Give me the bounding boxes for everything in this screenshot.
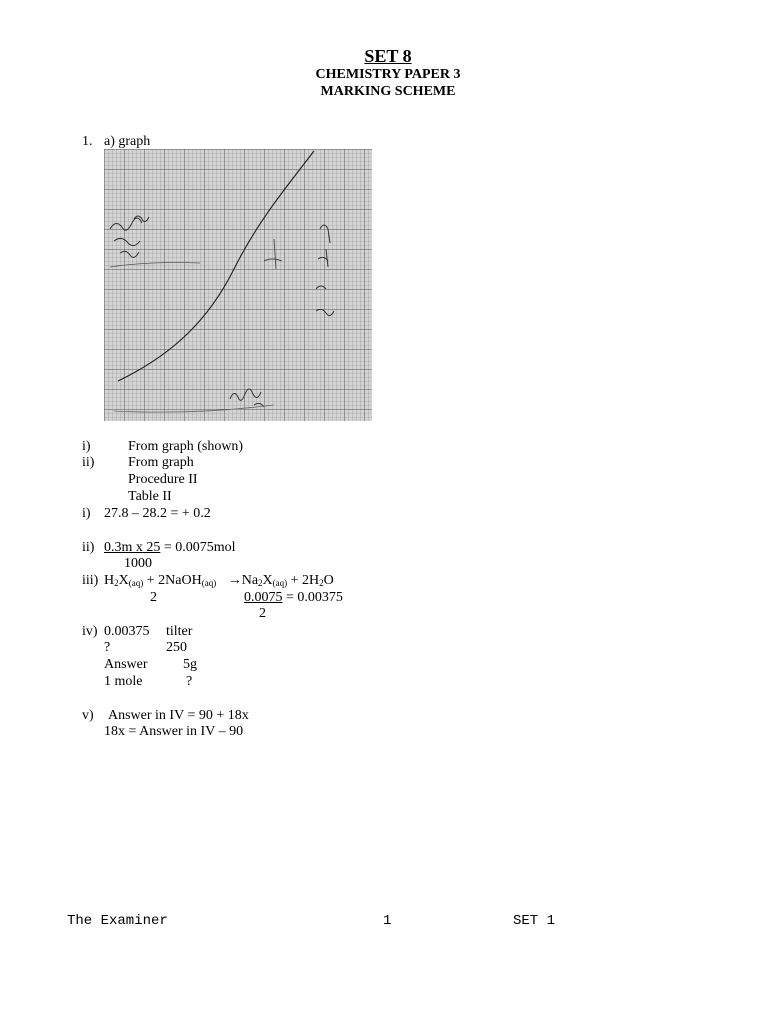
question-number: 1. (82, 134, 93, 149)
q1-i-number: i) (82, 439, 91, 454)
q2-iv-row-3-col-1: Answer (104, 657, 148, 672)
scheme-title: MARKING SCHEME (320, 84, 456, 99)
q2-iii-frac-denominator: 2 (259, 606, 266, 621)
q2-i-text: 27.8 – 28.2 = + 0.2 (104, 506, 211, 521)
q2-iv-row-4-col-2: ? (186, 674, 193, 689)
set-title: SET 8 (364, 46, 412, 66)
q2-ii-numerator: 0.3m x 25 (104, 540, 161, 555)
q1-i-text: From graph (shown) (128, 439, 244, 454)
q2-v-number: v) (82, 708, 94, 723)
q2-iv-row-1-col-1: 0.00375 (104, 624, 150, 639)
x-symbol: X (118, 573, 129, 588)
q1-ii-line-3: Table II (128, 489, 172, 504)
footer-page-number: 1 (383, 913, 392, 929)
water-subscript: 2 (319, 578, 324, 588)
q2-iv-row-3-col-2: 5g (183, 657, 197, 672)
graph-paper-plot-icon (104, 149, 372, 421)
q2-ii-result: = 0.0075mol (160, 540, 236, 555)
reaction-arrow-icon: → (227, 573, 242, 588)
part-a-label: a) graph (104, 134, 151, 149)
q2-i-number: i) (82, 506, 91, 521)
q2-iv-row-2-col-1: ? (104, 640, 111, 655)
q2-iv-number: iv) (82, 624, 98, 639)
state-aq: (aq) (272, 578, 288, 588)
q2-v-line-2: 18x = Answer in IV – 90 (104, 724, 244, 739)
footer-right: SET 1 (513, 913, 556, 929)
q1-ii-line-1: From graph (128, 455, 194, 470)
q1-ii-number: ii) (82, 455, 95, 470)
q1-ii-line-2: Procedure II (128, 472, 198, 487)
h-symbol: H (104, 573, 115, 588)
q2-v-line-1: Answer in IV = 90 + 18x (108, 708, 249, 723)
h-subscript: 2 (114, 578, 119, 588)
x-symbol: X (262, 573, 273, 588)
q2-iv-row-1-col-2: tilter (166, 624, 193, 639)
q2-iv-row-2-col-2: 250 (166, 640, 187, 655)
graph-paper-image (104, 149, 372, 421)
q2-iii-fraction (244, 590, 343, 606)
q2-iii-equation (104, 573, 334, 589)
q2-iii-coefficient: 2 (150, 590, 157, 605)
q2-iii-frac-numerator: 0.0075 (244, 590, 283, 605)
q2-iv-row-4-col-1: 1 mole (104, 674, 143, 689)
q2-iii-frac-result: = 0.00375 (282, 590, 343, 605)
o-symbol: O (323, 573, 334, 588)
state-aq: (aq) (201, 578, 217, 588)
na-subscript: 2 (258, 578, 263, 588)
naoh-term: + 2NaOH (143, 573, 202, 588)
footer-left: The Examiner (67, 913, 168, 929)
q2-iii-number: iii) (82, 573, 99, 588)
q2-ii-number: ii) (82, 540, 95, 555)
na-symbol: Na (241, 573, 259, 588)
q2-ii-denominator: 1000 (124, 556, 152, 571)
water-term: + 2H (287, 573, 320, 588)
paper-title: CHEMISTRY PAPER 3 (315, 67, 461, 82)
state-aq: (aq) (128, 578, 144, 588)
q2-ii-expression (104, 540, 236, 556)
